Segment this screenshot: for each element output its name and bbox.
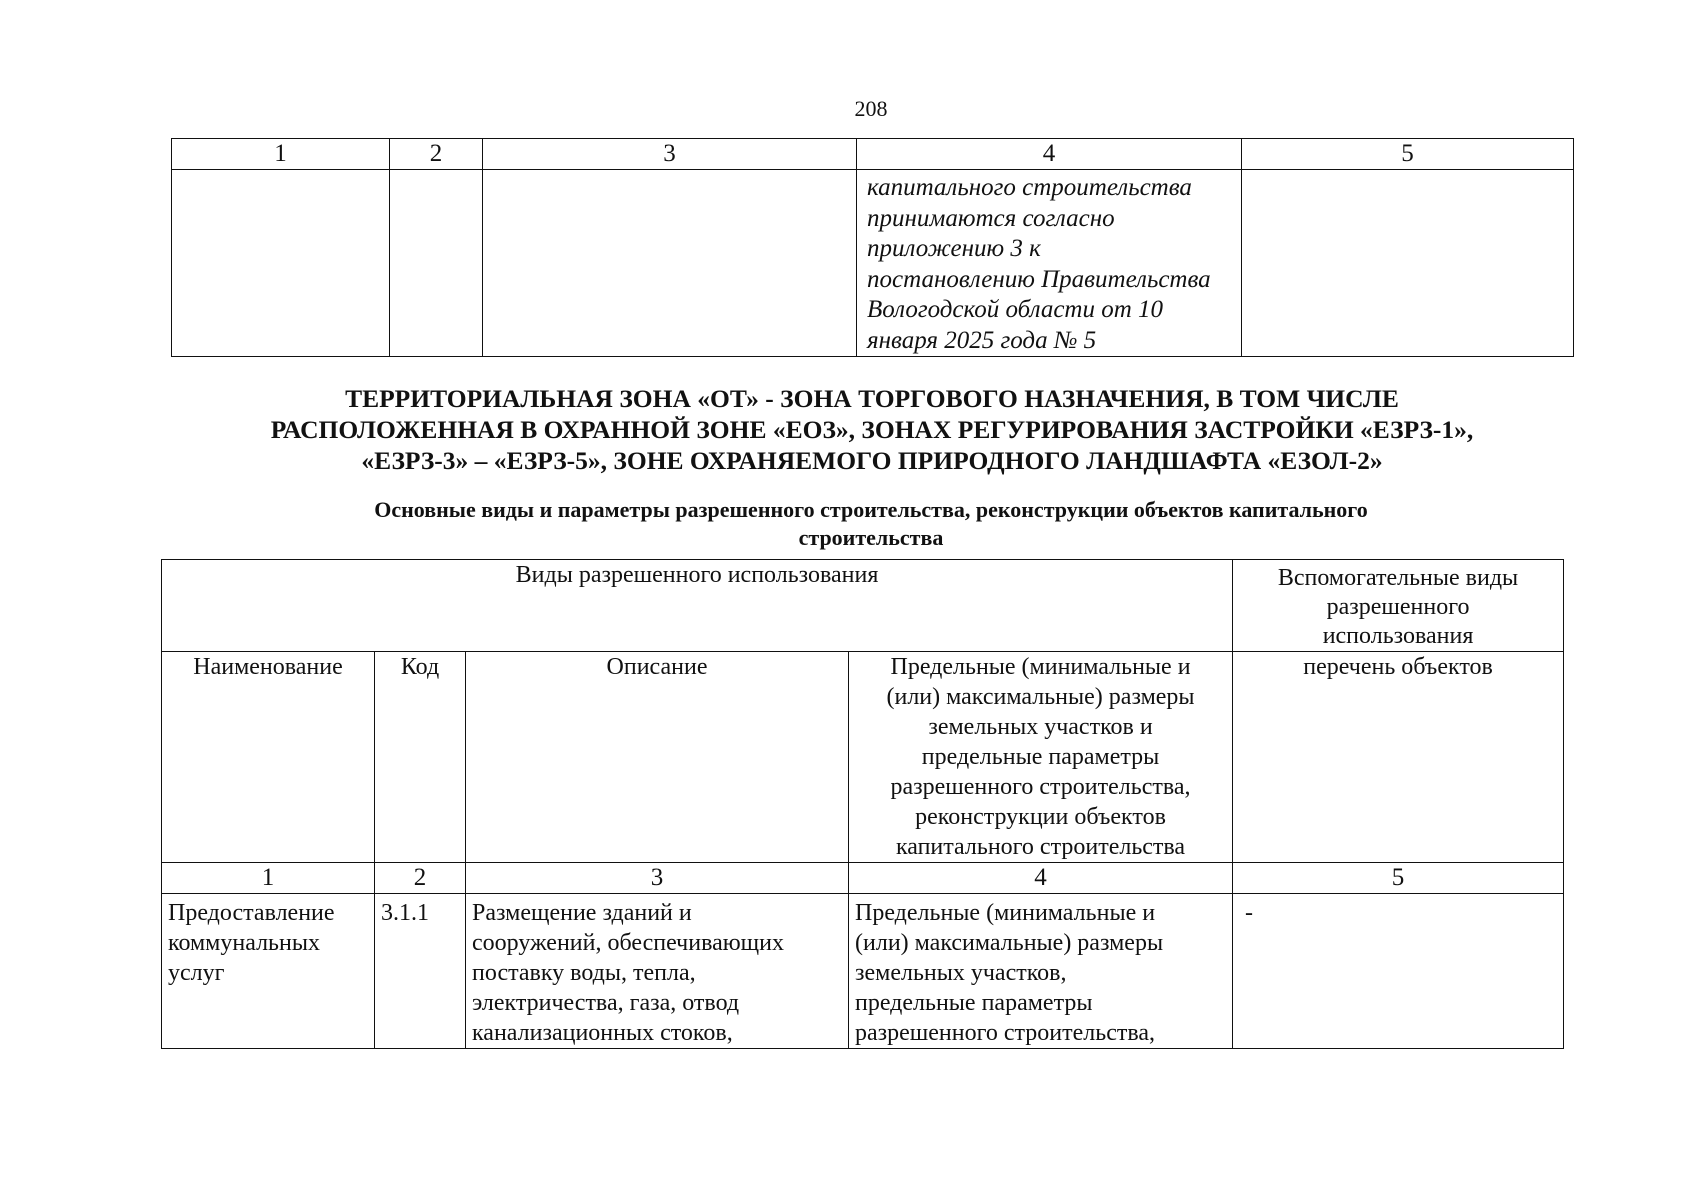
column-number: 1 <box>172 139 390 170</box>
group-header-row <box>162 560 1564 652</box>
aux-header <box>1233 560 1564 652</box>
column-number: 5 <box>1233 863 1564 894</box>
text-line: принимаются согласно <box>867 204 1115 232</box>
parameters-cell <box>857 170 1242 357</box>
text-line: услуг <box>168 960 225 986</box>
text-line: сооружений, обеспечивающих <box>472 930 784 956</box>
use-limits-cell <box>849 894 1233 1049</box>
permitted-use-table <box>161 559 1564 1049</box>
column-number: 2 <box>390 139 483 170</box>
section-subtitle <box>240 496 1502 552</box>
parameters-text <box>857 170 1241 356</box>
column-number-row <box>172 139 1574 170</box>
column-header-aux-list: перечень объектов <box>1233 652 1564 863</box>
text-line: разрешенного строительства, <box>855 1020 1155 1046</box>
continuation-table <box>171 138 1574 357</box>
column-number: 2 <box>375 863 466 894</box>
text-line: электричества, газа, отвод <box>472 990 740 1016</box>
header-line: (или) максимальные) размеры <box>886 684 1195 710</box>
use-name-cell <box>162 894 375 1049</box>
zone-title-line: «ЕЗРЗ-3» – «ЕЗРЗ-5», ЗОНЕ ОХРАНЯЕМОГО ПРИРОДНОГО ЛАНДШАФТА «ЕЗОЛ-2» <box>361 446 1383 475</box>
aux-use-cell: - <box>1233 894 1564 1049</box>
subtitle-line: строительства <box>798 525 944 550</box>
column-number: 1 <box>162 863 375 894</box>
column-number: 3 <box>483 139 857 170</box>
text-line: Вологодской области от 10 <box>867 296 1164 323</box>
table-cell <box>172 170 390 357</box>
header-line: земельных участков и <box>928 714 1153 740</box>
text-line: постановлению Правительства <box>867 265 1211 293</box>
text-line: поставку воды, тепла, <box>472 960 696 986</box>
text-line: (или) максимальные) размеры <box>855 930 1164 956</box>
text-line: Предоставление <box>168 900 335 926</box>
text-line: Размещение зданий и <box>472 900 692 926</box>
table-cell <box>1242 170 1574 357</box>
zone-title <box>212 383 1532 476</box>
text-line: Предельные (минимальные и <box>855 900 1156 926</box>
text-line: приложению 3 к <box>867 235 1041 262</box>
column-header-limits <box>849 652 1233 863</box>
aux-header-line: Вспомогательные виды <box>1277 565 1519 591</box>
column-number: 4 <box>849 863 1233 894</box>
table-cell <box>483 170 857 357</box>
column-header-code: Код <box>375 652 466 863</box>
use-code-cell: 3.1.1 <box>375 894 466 1049</box>
column-number: 4 <box>857 139 1242 170</box>
text-line: коммунальных <box>168 930 320 956</box>
header-line: Предельные (минимальные и <box>890 654 1191 680</box>
page-number: 208 <box>854 96 888 121</box>
table-cell <box>390 170 483 357</box>
aux-header-line: разрешенного <box>1326 594 1470 620</box>
header-line: разрешенного строительства, <box>890 774 1191 800</box>
subtitle-line: Основные виды и параметры разрешенного строительства, реконструкции объектов капитального <box>374 497 1368 522</box>
column-header-row <box>162 652 1564 863</box>
table-row <box>162 894 1564 1049</box>
column-number-row <box>162 863 1564 894</box>
group-header: Виды разрешенного использования <box>162 560 1233 652</box>
use-description-cell <box>466 894 849 1049</box>
text-line: капитального строительства <box>867 174 1192 201</box>
header-line: предельные параметры <box>921 744 1160 770</box>
column-header-description: Описание <box>466 652 849 863</box>
zone-title-line: РАСПОЛОЖЕННАЯ В ОХРАННОЙ ЗОНЕ «ЕОЗ», ЗОНАХ РЕГУРИРОВАНИЯ ЗАСТРОЙКИ «ЕЗРЗ-1», <box>270 415 1474 444</box>
header-line: капитального строительства <box>895 834 1186 860</box>
table-row <box>172 170 1574 357</box>
column-header-name: Наименование <box>162 652 375 863</box>
text-line: земельных участков, <box>855 960 1067 986</box>
text-line: предельные параметры <box>855 990 1093 1016</box>
aux-header-line: использования <box>1322 623 1474 649</box>
text-line: января 2025 года № 5 <box>867 326 1097 354</box>
zone-title-line: ТЕРРИТОРИАЛЬНАЯ ЗОНА «ОТ» - ЗОНА ТОРГОВОГО НАЗНАЧЕНИЯ, В ТОМ ЧИСЛЕ <box>345 384 1399 413</box>
text-line: канализационных стоков, <box>472 1020 733 1046</box>
column-number: 5 <box>1242 139 1574 170</box>
header-line: реконструкции объектов <box>915 804 1166 830</box>
column-number: 3 <box>466 863 849 894</box>
